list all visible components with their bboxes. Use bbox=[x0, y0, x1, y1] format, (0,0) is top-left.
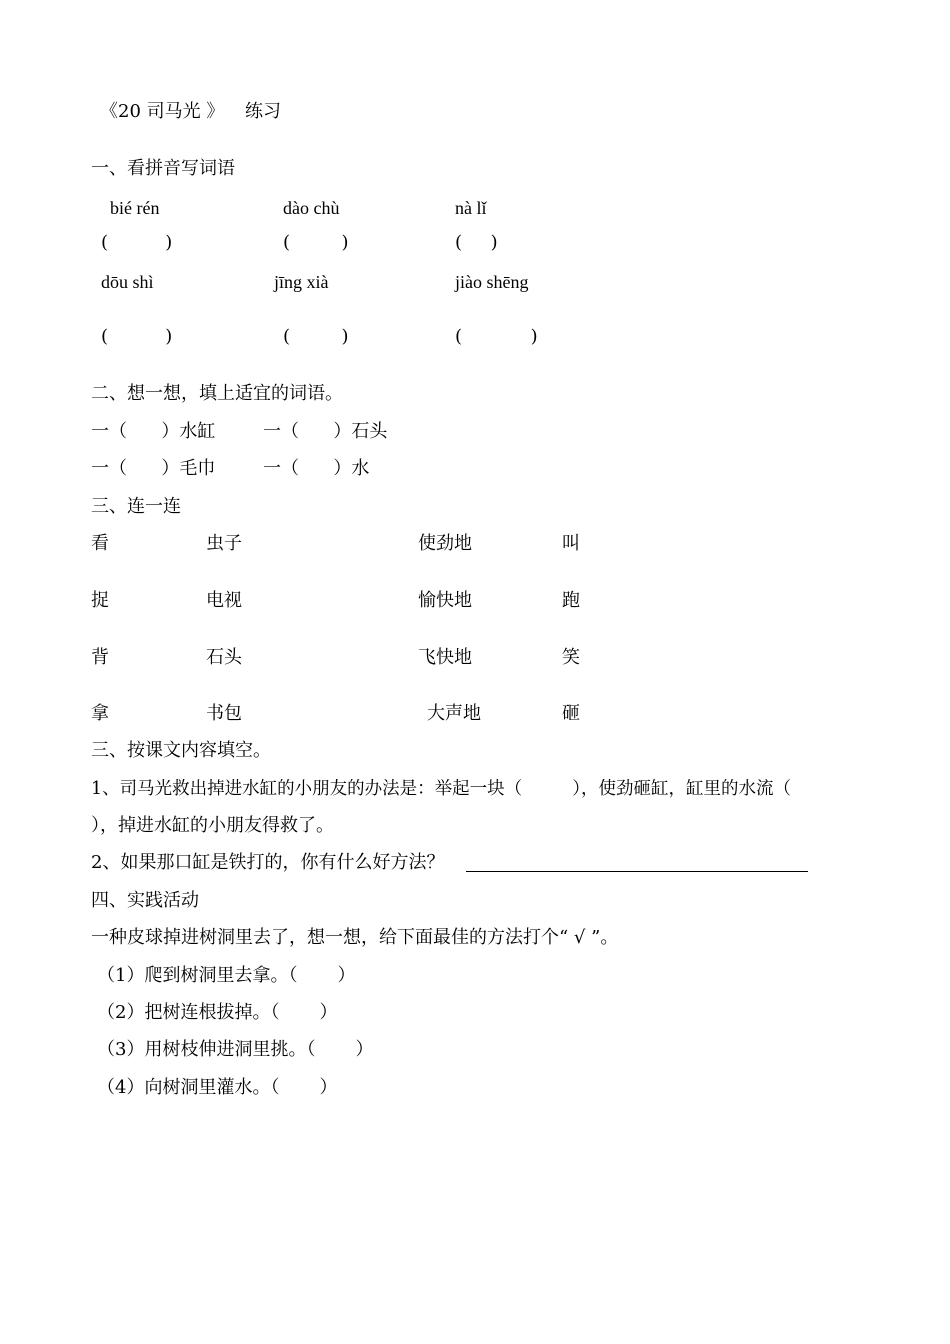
fill-word-item[interactable]: 一（ ）毛巾 bbox=[91, 458, 216, 479]
match-adverb[interactable]: 愉快地 bbox=[418, 590, 472, 611]
match-noun[interactable]: 石头 bbox=[206, 647, 242, 668]
worksheet-title: 《20 司马光 》 bbox=[100, 101, 225, 122]
answer-bracket[interactable]: ( ) bbox=[101, 232, 173, 253]
section5-heading: 四、实践活动 bbox=[91, 890, 199, 911]
match-noun[interactable]: 书包 bbox=[206, 703, 242, 724]
activity-prompt: 一种皮球掉进树洞里去了，想一想，给下面最佳的方法打个“ √ ”。 bbox=[91, 927, 619, 948]
pinyin-jing-xia: jīng xià bbox=[274, 272, 329, 292]
fill-word-item[interactable]: 一（ ）石头 bbox=[263, 421, 388, 442]
pinyin-bie-ren: bié rén bbox=[110, 198, 160, 218]
pinyin-dou-shi: dōu shì bbox=[101, 272, 154, 292]
match-action[interactable]: 笑 bbox=[562, 647, 580, 668]
section3-heading: 三、连一连 bbox=[91, 496, 181, 517]
answer-line[interactable] bbox=[466, 871, 808, 872]
fill-word-item[interactable]: 一（ ）水缸 bbox=[91, 421, 216, 442]
answer-bracket[interactable]: ( ) bbox=[283, 326, 349, 347]
match-verb[interactable]: 背 bbox=[91, 647, 109, 668]
match-adverb[interactable]: 大声地 bbox=[427, 703, 481, 724]
section4-heading: 三、按课文内容填空。 bbox=[91, 740, 271, 761]
option-item[interactable]: （3）用树枝伸进洞里挑。（ ） bbox=[97, 1039, 374, 1060]
match-action[interactable]: 叫 bbox=[562, 533, 580, 554]
question-2: 2、如果那口缸是铁打的，你有什么好方法？ bbox=[91, 852, 445, 873]
match-action[interactable]: 跑 bbox=[562, 590, 580, 611]
match-verb[interactable]: 看 bbox=[91, 533, 109, 554]
option-item[interactable]: （2）把树连根拔掉。（ ） bbox=[97, 1002, 338, 1023]
answer-bracket[interactable]: ( ) bbox=[101, 326, 173, 347]
option-item[interactable]: （1）爬到树洞里去拿。（ ） bbox=[97, 965, 356, 986]
match-action[interactable]: 砸 bbox=[562, 703, 580, 724]
fill-word-item[interactable]: 一（ ）水 bbox=[263, 458, 370, 479]
option-item[interactable]: （4）向树洞里灌水。（ ） bbox=[97, 1077, 338, 1098]
match-noun[interactable]: 虫子 bbox=[206, 533, 242, 554]
match-adverb[interactable]: 飞快地 bbox=[418, 647, 472, 668]
answer-bracket[interactable]: ( ) bbox=[455, 232, 498, 253]
question-1-line-2[interactable]: ），掉进水缸的小朋友得救了。 bbox=[91, 815, 334, 836]
match-noun[interactable]: 电视 bbox=[206, 590, 242, 611]
section1-heading: 一、看拼音写词语 bbox=[91, 158, 235, 179]
match-adverb[interactable]: 使劲地 bbox=[418, 533, 472, 554]
question-1-line-1[interactable]: 1、司马光救出掉进水缸的小朋友的办法是：举起一块（ ），使劲砸缸，缸里的水流（ bbox=[91, 779, 791, 799]
worksheet-title-suffix: 练习 bbox=[245, 101, 281, 122]
answer-bracket[interactable]: ( ) bbox=[455, 326, 538, 347]
section2-heading: 二、想一想，填上适宜的词语。 bbox=[91, 383, 343, 404]
pinyin-jiao-sheng: jiào shēng bbox=[455, 272, 529, 292]
match-verb[interactable]: 拿 bbox=[91, 703, 109, 724]
answer-bracket[interactable]: ( ) bbox=[283, 232, 349, 253]
match-verb[interactable]: 捉 bbox=[91, 590, 109, 611]
pinyin-dao-chu: dào chù bbox=[283, 198, 340, 218]
pinyin-na-li: nà lǐ bbox=[455, 198, 487, 218]
